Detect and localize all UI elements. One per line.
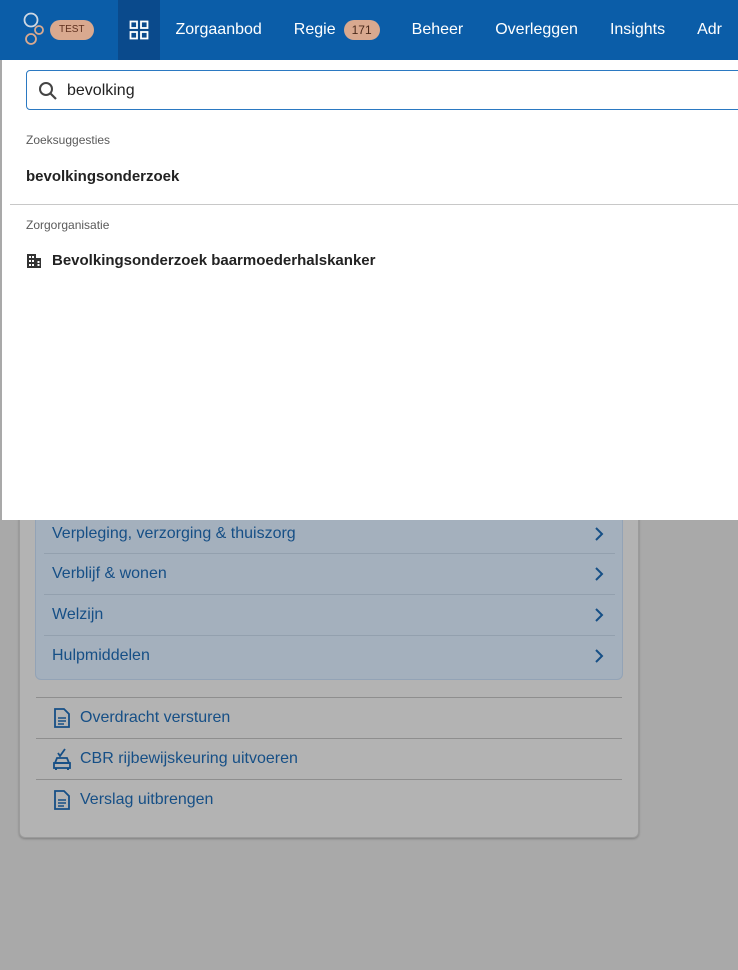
search-suggestion[interactable]: bevolkingsonderzoek (26, 168, 180, 185)
chevron-right-icon (591, 526, 607, 542)
category-item-verpleging[interactable]: Verpleging, verzorging & thuiszorg (44, 513, 615, 554)
action-cbr-rijbewijskeuring[interactable]: CBR rijbewijskeuring uitvoeren (36, 738, 622, 779)
chevron-right-icon (591, 566, 607, 582)
environment-badge: TEST (50, 20, 94, 40)
app-logo[interactable] (0, 0, 36, 60)
search-icon (38, 81, 58, 101)
chevron-right-icon (591, 648, 607, 664)
building-icon (26, 253, 42, 269)
nav-item-overleggen[interactable]: Overleggen (495, 21, 578, 38)
category-item-hulpmiddelen[interactable]: Hulpmiddelen (44, 635, 615, 676)
car-check-icon (52, 747, 72, 771)
nav-item-adressen[interactable]: Adr (697, 21, 722, 38)
apps-button[interactable] (118, 0, 160, 60)
category-item-welzijn[interactable]: Welzijn (44, 594, 615, 635)
grid-icon (129, 20, 149, 40)
search-box[interactable] (26, 70, 738, 110)
document-icon (52, 788, 72, 812)
nav-item-beheer[interactable]: Beheer (411, 21, 464, 38)
action-verslag-uitbrengen[interactable]: Verslag uitbrengen (36, 779, 622, 820)
nav-item-insights[interactable]: Insights (609, 21, 666, 38)
search-overlay (2, 60, 738, 520)
suggestions-section-label: Zoeksuggesties (26, 133, 111, 147)
organisation-result[interactable]: Bevolkingsonderzoek baarmoederhalskanker (26, 252, 375, 269)
nav-item-zorgaanbod[interactable]: Zorgaanbod (175, 21, 262, 38)
section-divider (10, 204, 738, 205)
organisation-section-label: Zorgorganisatie (26, 218, 110, 232)
regie-count-badge: 171 (344, 20, 380, 40)
search-input[interactable] (67, 79, 727, 103)
chevron-right-icon (591, 607, 607, 623)
category-item-verblijf[interactable]: Verblijf & wonen (44, 553, 615, 594)
top-navigation (0, 0, 738, 60)
document-icon (52, 706, 72, 730)
category-list (35, 500, 623, 680)
logo-icon (23, 12, 47, 46)
nav-item-regie[interactable]: Regie 171 (278, 0, 396, 60)
action-overdracht-versturen[interactable]: Overdracht versturen (36, 697, 622, 738)
